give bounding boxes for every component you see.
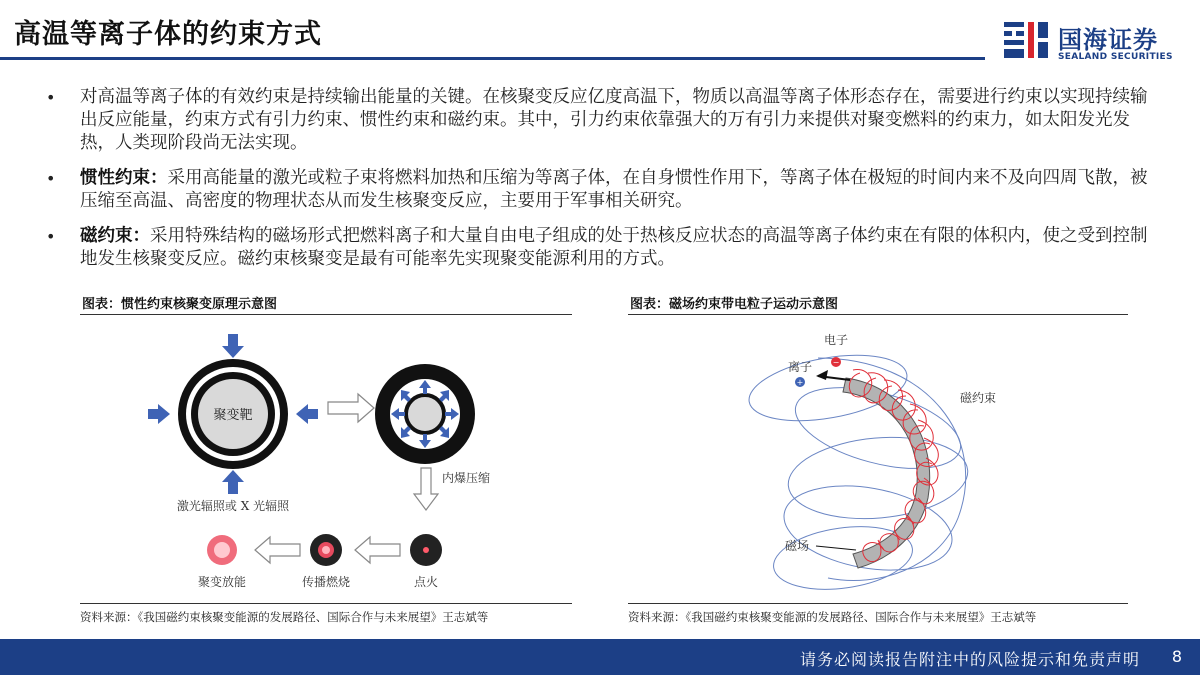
- figure-left-rule: [80, 314, 572, 315]
- bullet-item: [40, 225, 1160, 271]
- ion-label: 离子: [787, 360, 813, 374]
- bullet-marker: •: [46, 169, 56, 188]
- bullet-text: 对高温等离子体的有效约束是持续输出能量的关键。在核聚变反应亿度高温下，物质以高温等离子体形态存在，需要进行约束以实现持续输出反应能量，约束方式有引力约束、惯性约束和磁约束。其中，引力约束依靠强大的万有引力来提供对聚变燃料的约束力，如太阳发光发热，人类现阶段尚无法实现。: [80, 87, 1148, 153]
- footer-bar: [0, 639, 1200, 675]
- svg-text:−: −: [832, 358, 840, 367]
- bullet-item: [40, 86, 1160, 155]
- laser-arrow-bottom: [222, 470, 244, 494]
- bullet-text: 采用高能量的激光或粒子束将燃料加热和压缩为等离子体，在自身惯性作用下，等离子体在极短的时间内来不及向四周飞散，被压缩至高温、高密度的物理状态从而发生核聚变反应，主要用于军事相关研究。: [80, 168, 1148, 211]
- laser-arrow-left: [148, 404, 170, 424]
- figure-right-rule: [628, 314, 1128, 315]
- bullet-marker: •: [46, 227, 56, 246]
- burn-label: 传播燃烧: [301, 575, 351, 589]
- electron-label: 电子: [823, 333, 849, 347]
- bullet-lead: 磁约束：: [80, 226, 150, 246]
- seal-logo-icon: [1000, 18, 1052, 62]
- laser-arrow-top: [222, 334, 244, 358]
- svg-text:+: +: [796, 378, 804, 387]
- bundle-label: 磁约束: [960, 391, 997, 405]
- flow-arrow-down: [414, 468, 438, 510]
- figure-left-bottom-rule: [80, 603, 572, 604]
- magnetic-confinement-diagram: [628, 318, 1128, 600]
- energy-label: 聚变放能: [197, 575, 247, 589]
- flow-arrow-right: [328, 394, 374, 422]
- field-pointer: [816, 546, 856, 550]
- laser-arrow-right: [296, 404, 318, 424]
- laser-label: 激光辐照或 X 光辐照: [176, 499, 290, 513]
- logo-name-en: SEALAND SECURITIES: [1058, 52, 1173, 62]
- page-number: 8: [1171, 647, 1182, 666]
- field-label: 磁场: [785, 539, 810, 553]
- bullet-list: [40, 86, 1160, 283]
- bullet-lead: 惯性约束：: [80, 168, 168, 188]
- page-title: 高温等离子体的约束方式: [14, 19, 322, 50]
- figure-right-bottom-rule: [628, 603, 1128, 604]
- flow-arrow-left-2: [255, 537, 300, 563]
- figure-right-source: 资料来源：《我国磁约束核聚变能源的发展路径、国际合作与未来展望》王志斌等: [628, 610, 1037, 624]
- logo-name-cn: 国海证券: [1058, 26, 1158, 54]
- company-logo: [1000, 18, 1190, 68]
- implosion-label: 内爆压缩: [442, 471, 491, 485]
- compressed-core: [406, 395, 444, 433]
- figure-left-source: 资料来源：《我国磁约束核聚变能源的发展路径、国际合作与未来展望》王志斌等: [80, 610, 489, 624]
- title-divider: [0, 57, 985, 60]
- flow-arrow-left-1: [355, 537, 400, 563]
- bullet-marker: •: [46, 88, 56, 107]
- target-label: 聚变靶: [213, 408, 253, 423]
- disclaimer-link[interactable]: 请务必阅读报告附注中的风险提示和免责声明: [799, 650, 1140, 669]
- figure-right-title: 图表：磁场约束带电粒子运动示意图: [630, 297, 839, 312]
- ignition-label: 点火: [413, 575, 439, 589]
- inertial-confinement-diagram: [80, 318, 572, 600]
- bullet-item: [40, 167, 1160, 213]
- bullet-text: 采用特殊结构的磁场形式把燃料离子和大量自由电子组成的处于热核反应状态的高温等离子体约束在有限的体积内，使之受到控制地发生核聚变反应。磁约束核聚变是最有可能率先实现聚变能源利用的方式。: [80, 226, 1148, 269]
- figure-left-title: 图表：惯性约束核聚变原理示意图: [82, 297, 278, 312]
